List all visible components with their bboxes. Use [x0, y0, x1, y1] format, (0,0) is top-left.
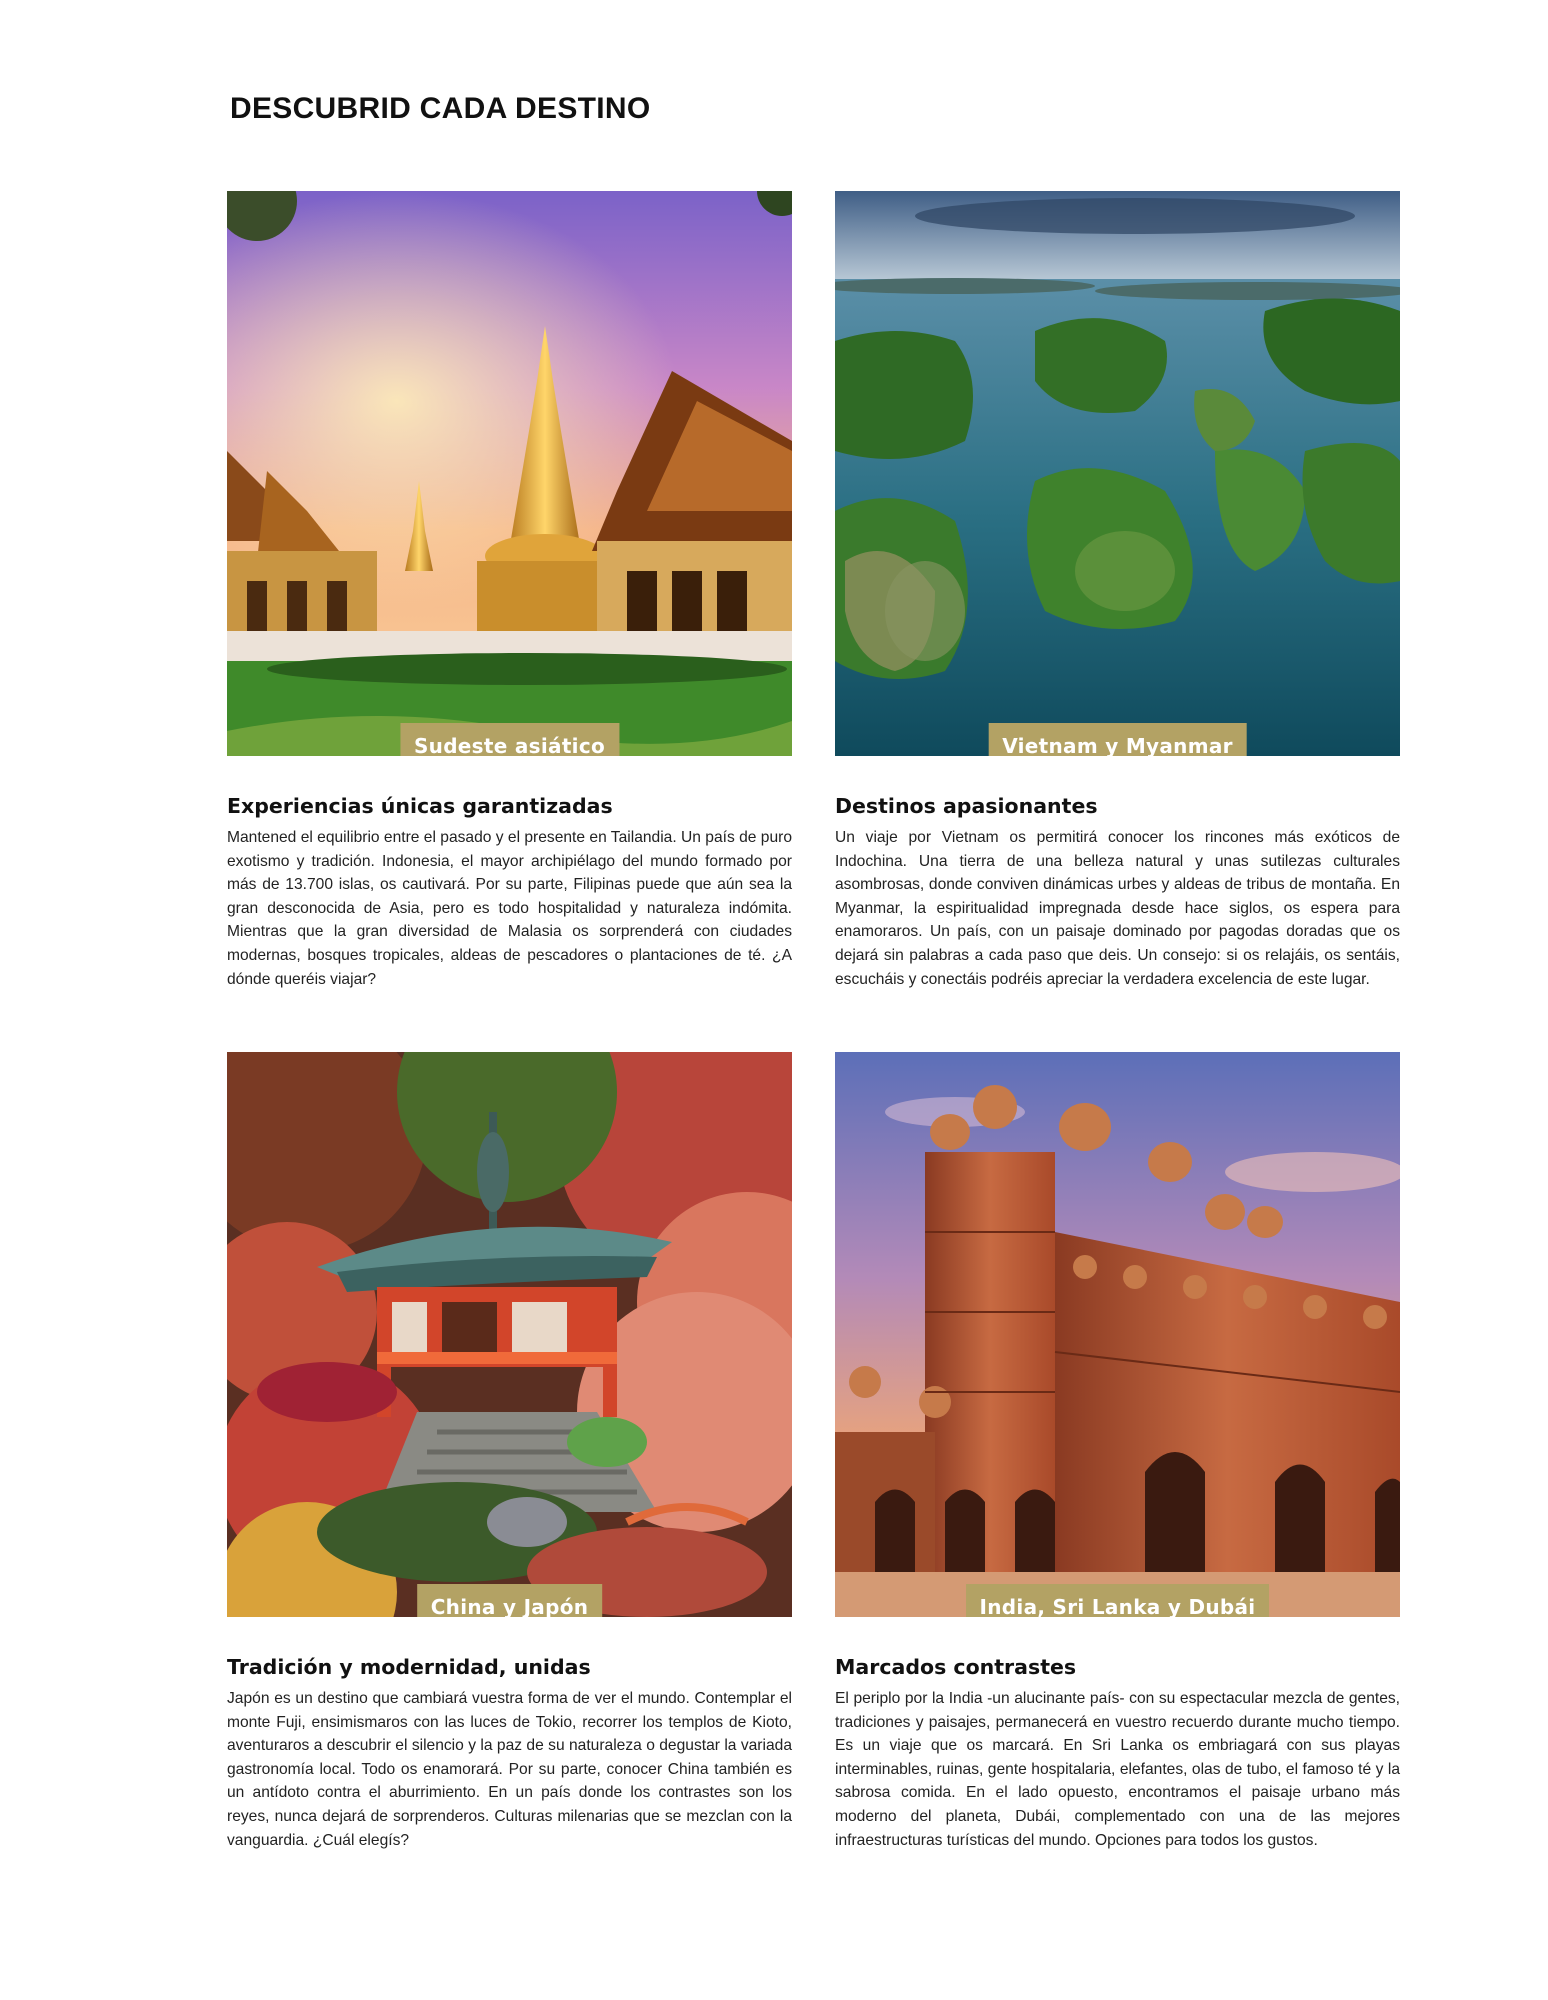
card-headline: Experiencias únicas garantizadas	[227, 794, 613, 818]
destination-card-southeast-asia	[227, 191, 792, 991]
destination-card-china-japan	[227, 1052, 792, 1852]
region-badge: Sudeste asiático	[400, 723, 619, 756]
region-badge: India, Sri Lanka y Dubái	[966, 1584, 1270, 1617]
indian-palace-image	[835, 1052, 1400, 1617]
palace-photo	[835, 1052, 1400, 1617]
destination-card-india-srilanka-dubai	[835, 1052, 1400, 1852]
card-description: Un viaje por Vietnam os permitirá conocer los rincones más exóticos de Indochina. Una tierra de una belleza natural y unas sutilezas culturales asombrosas, donde conviven dinámicas urbes y aldeas de tribus de montaña. En Myanmar, la espiritualidad impregnada desde hace siglos, os espera para enamoraros. Un país, con un paisaje dominado por pagodas doradas que os dejará sin palabras a cada paso que deis. Un consejo: si os relajáis, os sentáis, escucháis y conectáis podréis apreciar la verdadera excelencia de este lugar.	[835, 829, 1400, 988]
region-badge: Vietnam y Myanmar	[988, 723, 1247, 756]
page-title: DESCUBRID CADA DESTINO	[230, 92, 651, 125]
card-description: El periplo por la India -un alucinante país- con su espectacular mezcla de gentes, tradiciones y paisajes, permanecerá en vuestro recuerdo durante mucho tiempo. Es un viaje que os marcará. En Sri Lanka os embriagará con sus playas interminables, ruinas, gente hospitalaria, elefantes, olas de tubo, el famoso té y la sabrosa comida. En el lado opuesto, encontramos el paisaje urbano más moderno del planeta, Dubái, complementado con una de las mejores infraestructuras turísticas del mundo. Opciones para todos los gustos.	[835, 1690, 1400, 1849]
card-headline: Destinos apasionantes	[835, 794, 1098, 818]
card-description: Mantened el equilibrio entre el pasado y el presente en Tailandia. Un país de puro exotismo y tradición. Indonesia, el mayor archipiélago del mundo formado por más de 13.700 islas, os cautivará. Por su parte, Filipinas puede que aún sea la gran desconocida de Asia, pero es todo hospitalidad y naturaleza indómita. Mientras que la gran diversidad de Malasia os sorprenderá con ciudades modernas, bosques tropicales, aldeas de pescadores o plantaciones de té. ¿A dónde queréis viajar?	[227, 829, 792, 988]
bay-photo	[835, 191, 1400, 756]
pagoda-photo	[227, 1052, 792, 1617]
card-headline: Tradición y modernidad, unidas	[227, 1655, 591, 1679]
japanese-pagoda-image	[227, 1052, 792, 1617]
card-description: Japón es un destino que cambiará vuestra forma de ver el mundo. Contemplar el monte Fuji, ensimismaros con las luces de Tokio, recorrer los templos de Kioto, aventuraros a descubrir el silencio y la paz de su naturaleza o degustar la variada gastronomía local. Todo os enamorará. Por su parte, conocer China también es un antídoto contra el aburrimiento. En un país donde los contrastes son los reyes, nunca dejará de sorprenderos. Culturas milenarias que se mezclan con la vanguardia. ¿Cuál elegís?	[227, 1690, 792, 1849]
destination-card-vietnam-myanmar	[835, 191, 1400, 991]
card-headline: Marcados contrastes	[835, 1655, 1077, 1679]
region-badge: China y Japón	[417, 1584, 603, 1617]
golden-temple-image	[227, 191, 792, 756]
temple-photo	[227, 191, 792, 756]
halong-bay-image	[835, 191, 1400, 756]
